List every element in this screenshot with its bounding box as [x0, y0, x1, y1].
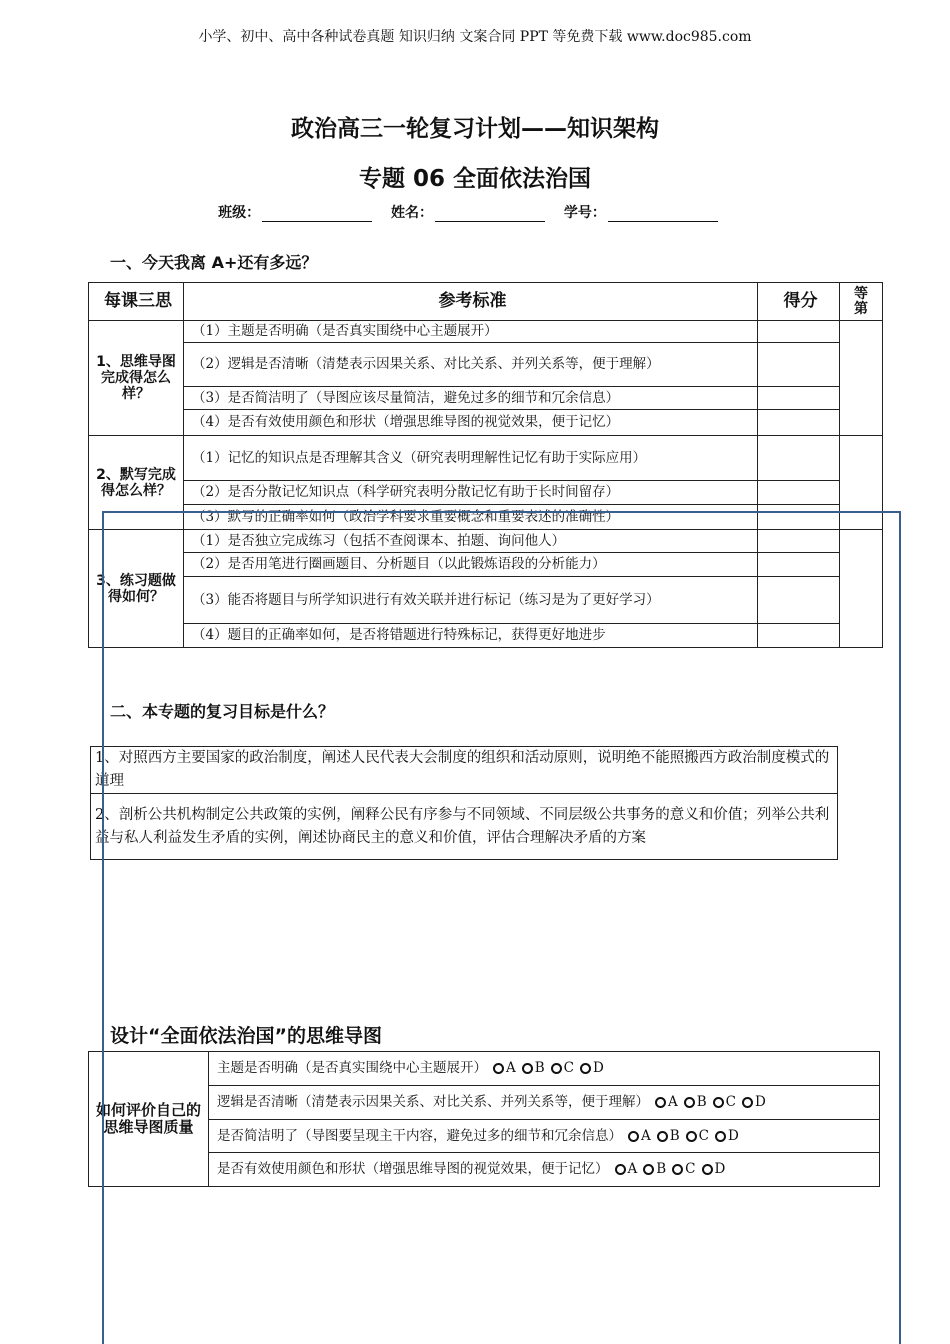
criterion: （2）逻辑是否清晰（清楚表示因果关系、对比关系、并列关系等，便于理解）: [184, 343, 758, 387]
option-label: C: [685, 1161, 696, 1177]
header-cell: 每课三思: [89, 283, 184, 321]
option-label: D: [593, 1060, 604, 1076]
goal-item: 2、剖析公共机构制定公共政策的实例，阐释公民有序参与不同领域、不同层级公共事务的意义和价值；列举公共利益与私人利益发生矛盾的实例，阐述协商民主的意义和价值，评估合理解决矛盾的方案: [91, 794, 838, 860]
criterion: （4）题目的正确率如何，是否将错题进行特殊标记，获得更好地进步: [184, 624, 758, 648]
option-label: A: [506, 1060, 516, 1076]
section1-heading: 一、今天我离 A+还有多远？: [110, 253, 318, 272]
eval-text: 主题是否明确（是否真实围绕中心主题展开）: [217, 1060, 487, 1076]
section2-heading: 二、本专题的复习目标是什么？: [110, 702, 335, 721]
header-cell: 得分: [758, 283, 840, 321]
criterion: （3）默写的正确率如何（政治学科要求重要概念和重要表述的准确性）: [184, 505, 758, 530]
option-label: B: [696, 1094, 707, 1110]
option-label: D: [728, 1127, 739, 1144]
option-label: C: [725, 1094, 737, 1110]
option-label: C: [563, 1060, 575, 1076]
score-cell[interactable]: [758, 343, 840, 387]
eval-label: 如何评价自己的思维导图质量: [89, 1052, 209, 1187]
criterion: （1）是否独立完成练习（包括不查阅课本、拍题、询问他人）: [184, 530, 758, 553]
header-cell: 参考标准: [184, 283, 758, 321]
page-header: 小学、初中、高中各种试卷真题 知识归纳 文案合同 PPT 等免费下载 www.doc985.com: [198, 29, 752, 45]
criterion: （1）记忆的知识点是否理解其含义（研究表明理解性记忆有助于实际应用）: [184, 436, 758, 481]
option-label: A: [641, 1127, 651, 1144]
criterion: （3）是否简洁明了（导图应该尽量简洁，避免过多的细节和冗余信息）: [184, 387, 758, 410]
overlay-frame: [102, 511, 901, 1344]
class-field[interactable]: [262, 207, 372, 222]
header-cell: 等第: [840, 283, 883, 321]
name-field[interactable]: [435, 207, 545, 222]
goal-item: 1、对照西方主要国家的政治制度，阐述人民代表大会制度的组织和活动原则，说明绝不能照搬西方政治制度模式的道理: [91, 747, 838, 794]
option-label: A: [627, 1161, 638, 1177]
option-label: B: [669, 1127, 680, 1144]
eval-text: 逻辑是否清晰（清楚表示因果关系、对比关系、并列关系等，便于理解）: [217, 1094, 649, 1110]
option-label: B: [656, 1161, 667, 1177]
score-cell[interactable]: [758, 410, 840, 436]
score-cell[interactable]: [758, 481, 840, 505]
criterion: （2）是否分散记忆知识点（科学研究表明分散记忆有助于长时间留存）: [184, 481, 758, 505]
criterion: （4）是否有效使用颜色和形状（增强思维导图的视觉效果，便于记忆）: [184, 410, 758, 436]
class-label: 班级：: [218, 205, 261, 221]
eval-text: 是否有效使用颜色和形状（增强思维导图的视觉效果，便于记忆）: [217, 1161, 609, 1177]
criterion: （1）主题是否明确（是否真实围绕中心主题展开）: [184, 321, 758, 343]
option-label: C: [698, 1127, 710, 1144]
group-label: 1、思维导图完成得怎么样？: [89, 321, 184, 436]
option-label: B: [534, 1060, 545, 1076]
option-label: A: [668, 1094, 678, 1110]
option-label: D: [755, 1094, 766, 1110]
group-label: 3、练习题做得如何？: [89, 530, 184, 648]
eval-text: 是否简洁明了（导图要呈现主干内容，避免过多的细节和冗余信息）: [217, 1127, 622, 1144]
group-label: 2、默写完成得怎么样？: [89, 436, 184, 530]
name-label: 姓名：: [391, 205, 433, 221]
criterion: （3）能否将题目与所学知识进行有效关联并进行标记（练习是为了更好学习）: [184, 577, 758, 624]
doc-subtitle: 专题 06 全面依法治国: [358, 166, 592, 192]
id-label: 学号：: [563, 205, 606, 221]
grade-cell[interactable]: [840, 321, 883, 436]
score-cell[interactable]: [758, 436, 840, 481]
criterion: （2）是否用笔进行圈画题目、分析题目（以此锻炼语段的分析能力）: [184, 553, 758, 577]
score-cell[interactable]: [758, 387, 840, 410]
id-field[interactable]: [608, 207, 718, 222]
doc-title: 政治高三一轮复习计划——知识架构: [291, 116, 659, 142]
section3-heading: 设计“全面依法治国”的思维导图: [110, 1025, 382, 1047]
score-cell[interactable]: [758, 321, 840, 343]
option-label: D: [714, 1161, 726, 1177]
student-info: [0, 202, 950, 222]
